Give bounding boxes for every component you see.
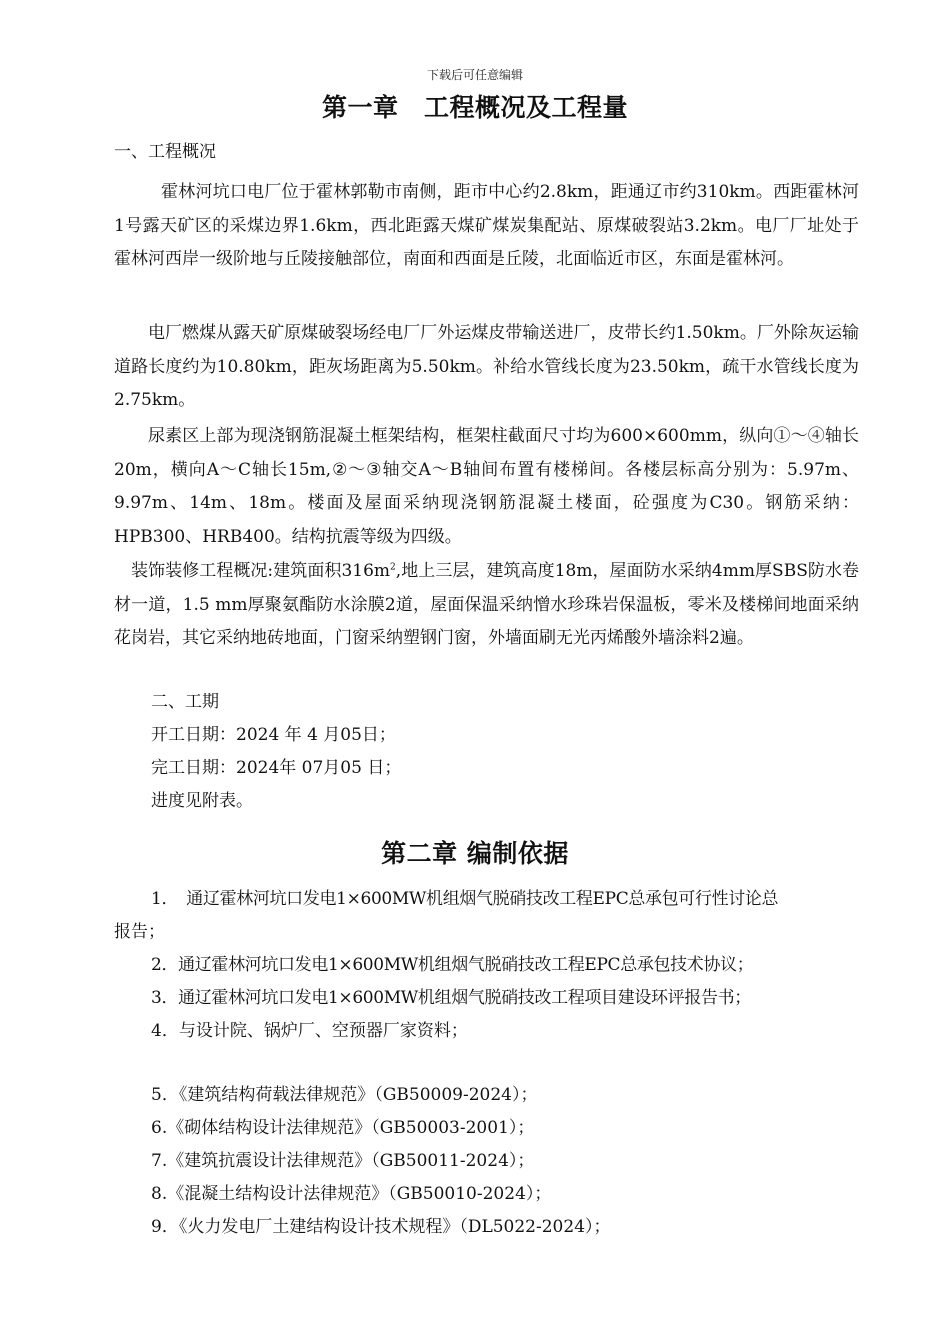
end-date: 完工日期：2024年 07月05 日； xyxy=(151,758,402,778)
standard-item: 9．《火力发电厂土建结构设计技术规程》（DL5022-2024）； xyxy=(151,1217,611,1237)
standard-item: 5．《建筑结构荷载法律规范》（GB50009-2024）； xyxy=(151,1085,538,1105)
section-1-heading: 一、工程概况 xyxy=(114,142,216,162)
basis-item-1-line-2: 报告； xyxy=(114,922,165,942)
section-2-heading: 二、工期 xyxy=(151,692,219,712)
basis-item: 3．通辽霍林河坑口发电1×600MW机组烟气脱硝技改工程项目建设环评报告书； xyxy=(151,988,751,1008)
chapter-2-title: 第二章 编制依据 xyxy=(381,839,569,868)
overview-paragraph-1: 霍林河坑口电厂位于霍林郭勒市南侧，距市中心约2.8km，距通辽市约310km。西距霍林河1号露天矿区的采煤边界1.6km，西北距露天煤矿煤炭集配站、原煤破裂站3.2km。电厂厂址处于霍林河西岸一级阶地与丘陵接触部位，南面和西面是丘陵，北面临近市区，东面是霍林河。 xyxy=(114,182,859,269)
decoration-text-part1: 装饰装修工程概况:建筑面积316m xyxy=(131,561,391,581)
standard-item: 8.《混凝土结构设计法律规范》（GB50010-2024）； xyxy=(151,1184,552,1204)
standard-item: 7.《建筑抗震设计法律规范》（GB50011-2024）； xyxy=(151,1151,535,1171)
basis-item: 4．与设计院、锅炉厂、空预器厂家资料； xyxy=(151,1021,468,1041)
overview-paragraph-3: 尿素区上部为现浇钢筋混凝土框架结构，框架柱截面尺寸均为600×600mm，纵向①～④轴长20m，横向A～C轴长15m,②～③轴交A～B轴间布置有楼梯间。各楼层标高分别为：5.97m、9.97m、14m、18m。楼面及屋面采纳现浇钢筋混凝土楼面，砼强度为C30。钢筋采纳：HPB300、HRB400。结构抗震等级为四级。 xyxy=(114,426,859,547)
area-unit-superscript: 2 xyxy=(390,562,396,573)
standard-item: 6.《砌体结构设计法律规范》（GB50003-2001）； xyxy=(151,1118,535,1138)
basis-item: 2．通辽霍林河坑口发电1×600MW机组烟气脱硝技改工程EPC总承包技术协议； xyxy=(151,955,754,975)
chapter-1-title: 第一章 工程概况及工程量 xyxy=(321,93,628,122)
overview-paragraph-2: 电厂燃煤从露天矿原煤破裂场经电厂厂外运煤皮带输送进厂，皮带长约1.50km。厂外除灰运输道路长度约为10.80km，距灰场距离为5.50km。补给水管线长度为23.50km，疏干水管线长度为2.75km。 xyxy=(114,323,859,410)
basis-item-1-line-1: 1． 通辽霍林河坑口发电1×600MW机组烟气脱硝技改工程EPC总承包可行性讨论总 xyxy=(151,889,779,909)
decoration-text-part2: ,地上三层，建筑高度18m，屋面防水采纳4mm厚SBS防水卷材一道，1.5 mm厚聚氨酯防水涂膜2道，屋面保温采纳憎水珍珠岩保温板，零米及楼梯间地面采纳花岗岩，其它采纳地砖地面，门窗采纳塑钢门窗，外墙面刷无光丙烯酸外墙涂料2遍。 xyxy=(114,561,860,648)
decoration-paragraph xyxy=(114,555,859,656)
start-date: 开工日期：2024 年 4 月05日； xyxy=(151,725,396,745)
header-note: 下载后可任意编辑 xyxy=(426,68,523,82)
schedule-note: 进度见附表。 xyxy=(151,791,253,811)
